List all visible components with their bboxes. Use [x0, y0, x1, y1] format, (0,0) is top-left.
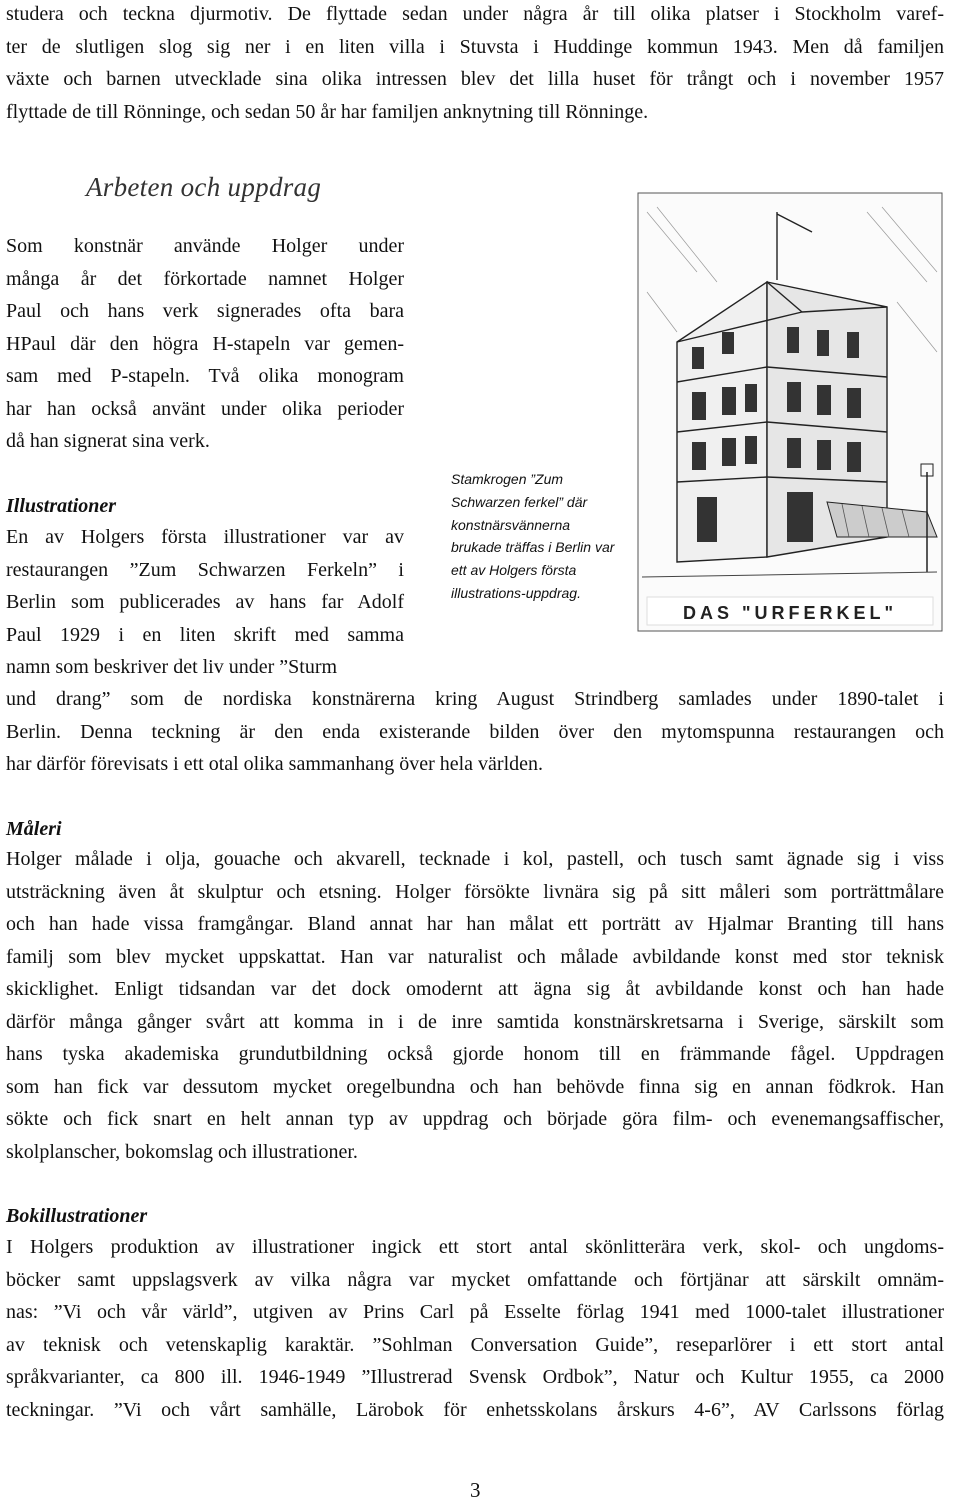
- text-line: växte och barnen utvecklade sina olika intressen blev det lilla huset för trångt och i november 1957: [6, 68, 944, 90]
- text-line: som han fick var dessutom mycket oregelbundna och han behövde finna sig en annan födkrok. Han: [6, 1075, 944, 1098]
- text-line: skicklighet. Enligt tidsandan var det dock omodernt att ägna sig åt avbildande konst och han hade: [6, 978, 944, 1000]
- maleri-paragraph: [6, 843, 944, 1168]
- illustration-banner: DAS "URFERKEL": [682, 603, 898, 623]
- bokillustrationer-paragraph: [6, 1231, 944, 1426]
- text-line: nas: ”Vi och vår värld”, utgiven av Prins Carl på Esselte förlag 1941 med 1000-talet illustrationer: [6, 1301, 944, 1323]
- text-line: studera och teckna djurmotiv. De flyttade sedan under några år till olika platser i Stockholm varef-: [6, 3, 944, 25]
- text-line: flyttade de till Rönninge, och sedan 50 år har familjen anknytning till Rönninge.: [6, 100, 649, 123]
- bokillustrationer-heading: Bokillustrationer: [6, 1205, 148, 1227]
- page-number: 3: [470, 1478, 481, 1502]
- text-line: Paul och hans verk signerades ofta bara: [6, 300, 404, 322]
- text-line: restaurangen ”Zum Schwarzen Ferkeln” i: [6, 558, 404, 581]
- text-line: utsträckning även åt skulptur och etsning. Holger försökte livnära sig på sitt måleri som porträttmålare: [6, 880, 944, 903]
- text-line: teckningar. ”Vi och vårt samhälle, Lärobok för enhetsskolans årskurs 4-6”, AV Carlssons förlag: [6, 1398, 944, 1421]
- text-line: namn som beskriver det liv under ”Sturm: [6, 656, 338, 678]
- text-line: hans tyska akademiska grundutbildning också gjorde honom till en främmande fågel. Uppdragen: [6, 1043, 944, 1065]
- text-line: sam med P-stapeln. Två olika monogram: [6, 365, 404, 387]
- illustrationer-paragraph-narrow: [6, 521, 404, 684]
- signature-paragraph: [6, 230, 404, 458]
- text-line: Paul 1929 i en liten skrift med samma: [6, 623, 404, 646]
- text-line: böcker samt uppslagsverk av vilka några var mycket omfattande och förtjänar att särskilt omnäm-: [6, 1268, 944, 1291]
- illustrationer-paragraph-wide: [6, 683, 944, 781]
- text-line: sökte och fick snart en helt annan typ av uppdrag och började göra film- och evenemangsaffischer,: [6, 1108, 944, 1130]
- maleri-heading: Måleri: [6, 818, 62, 840]
- text-line: språkvarianter, ca 800 ill. 1946-1949 ”Illustrerad Svensk Ordbok”, Natur och Kultur 1955, ca 2000: [6, 1366, 944, 1388]
- section-title: Arbeten och uppdrag: [86, 172, 322, 202]
- intro-paragraph: [6, 0, 944, 128]
- text-line: Berlin. Denna teckning är den enda existerande bilden över den mytomspunna restaurangen och: [6, 720, 944, 743]
- text-line: ter de slutligen slog sig ner i en liten villa i Stuvsta i Huddinge kommun 1943. Men då familjen: [6, 35, 944, 58]
- text-line: und drang” som de nordiska konstnärerna kring August Strindberg samlades under 1890-talet i: [6, 688, 944, 710]
- text-line: HPaul där den högra H-stapeln var gemen-: [6, 332, 404, 355]
- text-line: då han signerat sina verk.: [6, 430, 210, 452]
- illustrationer-heading: Illustrationer: [6, 495, 117, 517]
- text-line: familj som blev mycket uppskattat. Han var naturalist och målade avbildande konst med stor teknisk: [6, 945, 944, 968]
- text-line: I Holgers produktion av illustrationer ingick ett stort antal skönlitterära verk, skol- och ungdoms-: [6, 1236, 944, 1258]
- text-line: har han också använt under olika perioder: [6, 397, 404, 420]
- text-line: av teknisk och vetenskaplig karaktär. ”Sohlman Conversation Guide”, reseparlörer i ett stort antal: [6, 1333, 944, 1356]
- text-line: En av Holgers första illustrationer var av: [6, 526, 404, 548]
- text-line: skolplanscher, bokomslag och illustrationer.: [6, 1140, 358, 1163]
- text-line: har därför förevisats i ett otal olika sammanhang över hela världen.: [6, 753, 544, 775]
- text-line: många år det förkortade namnet Holger: [6, 267, 404, 290]
- text-line: Berlin som publicerades av hans far Adolf: [6, 591, 404, 613]
- figure-caption: Stamkrogen ”Zum Schwarzen ferkel” där konstnärsvännerna brukade träffas i Berlin var ett av Holgers första illustrations-uppdrag.: [451, 471, 615, 601]
- text-line: därför många gånger svårt att komma in i de inre samtida konstnärskretsarna i Sverige, särskilt som: [6, 1010, 944, 1033]
- text-line: och han hade vissa framgångar. Bland annat har han målat ett porträtt av Hjalmar Branting till hans: [6, 913, 944, 935]
- text-line: Som konstnär använde Holger under: [6, 235, 404, 257]
- text-line: Holger målade i olja, gouache och akvarell, tecknade i kol, pastell, och tusch samt ägnade sig i viss: [6, 848, 944, 870]
- building-illustration: [637, 192, 943, 632]
